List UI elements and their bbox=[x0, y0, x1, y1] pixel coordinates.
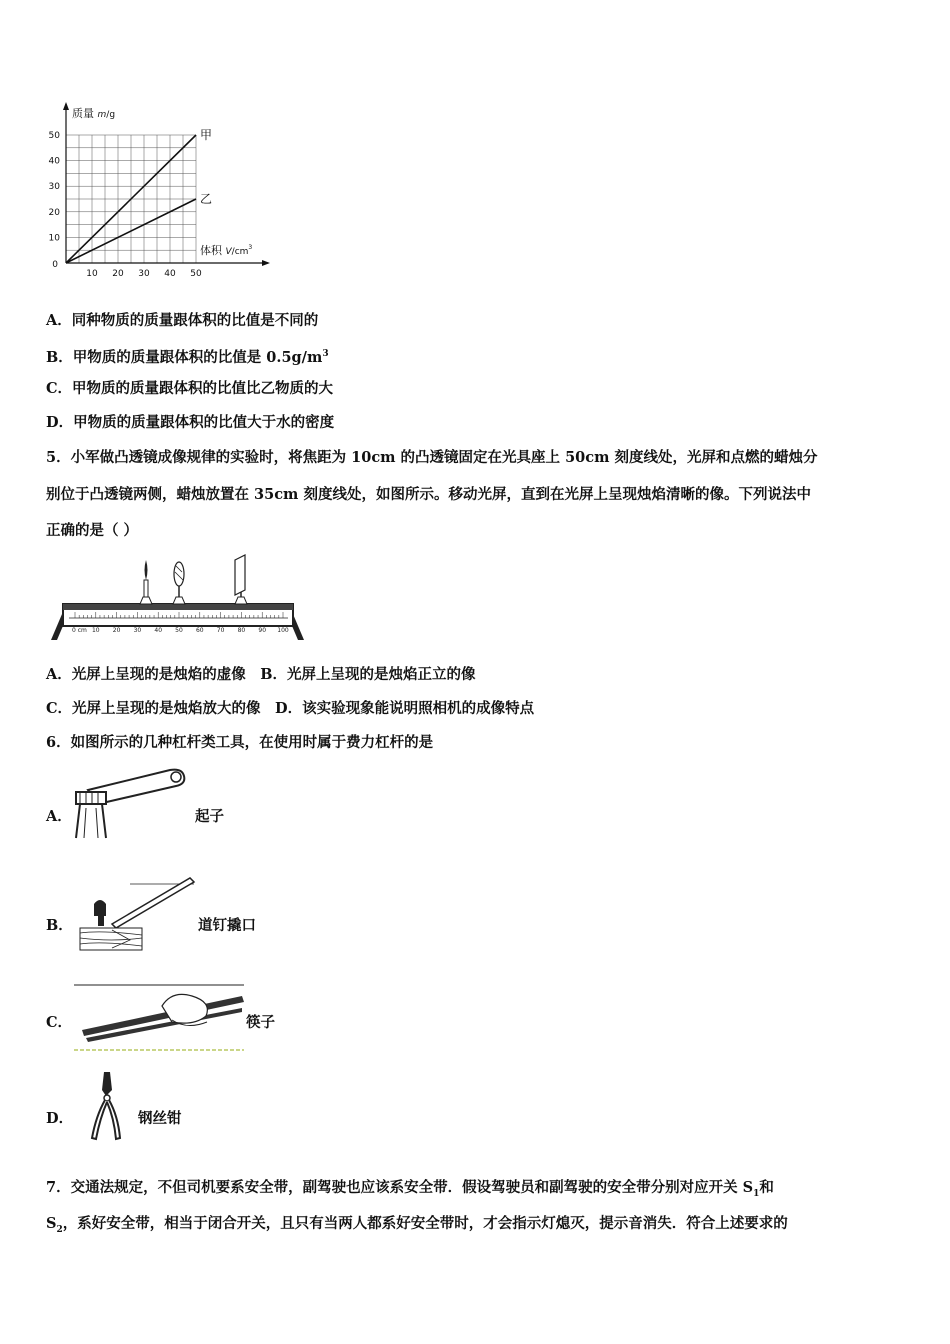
x-axis-title-unit: /cm bbox=[231, 247, 249, 257]
q5-options-ab[interactable]: A．光屏上呈现的是烛焰的虚像 B．光屏上呈现的是烛焰正立的像 bbox=[46, 666, 476, 683]
chart-axes bbox=[63, 102, 270, 266]
q7-line1-post: 和 bbox=[759, 1179, 774, 1196]
q4-option-a[interactable]: A．同种物质的质量跟体积的比值是不同的 bbox=[46, 312, 319, 329]
bench-unit-label: 0 cm bbox=[72, 627, 87, 634]
bench-tick-label: 100 bbox=[277, 627, 289, 634]
q6-option-b-letter[interactable]: B． bbox=[46, 917, 73, 934]
q4-option-b-text: B．甲物质的质量跟体积的比值是 0.5g/m bbox=[46, 348, 323, 366]
x-axis-title bbox=[200, 243, 252, 257]
q6-option-d-letter[interactable]: D． bbox=[46, 1110, 74, 1127]
bench-tick-label: 60 bbox=[195, 627, 204, 634]
bench-scale-labels bbox=[92, 627, 289, 634]
bench-tick-label: 30 bbox=[133, 627, 142, 634]
q4-option-b-sup: 3 bbox=[322, 349, 329, 359]
x-axis-arrow bbox=[262, 260, 270, 266]
x-axis-title-sup: 3 bbox=[248, 244, 253, 251]
origin-label: 0 bbox=[52, 260, 58, 270]
y-axis-title bbox=[72, 106, 115, 120]
optical-bench-figure bbox=[45, 552, 310, 647]
bench-tick-label: 20 bbox=[112, 627, 121, 634]
bottle-opener-image bbox=[70, 762, 190, 842]
q7-line1-text: 7．交通法规定，不但司机要系安全带，副驾驶也应该系安全带．假设驾驶员和副驾驶的安全带分别对应开关 S bbox=[46, 1179, 754, 1196]
q7-line1-sub: 1 bbox=[753, 1188, 760, 1199]
q4-option-c[interactable]: C．甲物质的质量跟体积的比值比乙物质的大 bbox=[46, 380, 334, 397]
x-tick-label: 20 bbox=[112, 269, 124, 279]
x-tick-label: 40 bbox=[164, 269, 176, 279]
y-axis-title-text: 质量 bbox=[72, 107, 98, 120]
x-tick-label: 50 bbox=[190, 269, 202, 279]
series-label-1: 甲 bbox=[200, 128, 213, 142]
q7-stem-line2 bbox=[46, 1214, 788, 1240]
y-tick-label: 10 bbox=[48, 233, 60, 244]
x-tick-label: 10 bbox=[86, 269, 98, 279]
q5-stem-line3: 正确的是（ ） bbox=[46, 522, 139, 539]
bench-tick-label: 90 bbox=[258, 627, 267, 634]
x-axis-title-text: 体积 bbox=[200, 244, 226, 257]
q7-line2-s: S bbox=[46, 1215, 57, 1232]
q6-option-c-letter[interactable]: C． bbox=[46, 1014, 73, 1031]
track-spike-lever-image bbox=[72, 872, 197, 957]
q6-option-d-name[interactable]: 钢丝钳 bbox=[138, 1110, 182, 1127]
series-label-2: 乙 bbox=[200, 192, 213, 206]
y-tick-label: 40 bbox=[48, 156, 60, 167]
q6-stem: 6．如图所示的几种杠杆类工具，在使用时属于费力杠杆的是 bbox=[46, 734, 434, 751]
q6-option-b-name[interactable]: 道钉撬口 bbox=[198, 917, 256, 934]
y-tick-label: 20 bbox=[48, 207, 60, 218]
q7-line2-sub: 2 bbox=[56, 1224, 63, 1235]
q4-option-d[interactable]: D．甲物质的质量跟体积的比值大于水的密度 bbox=[46, 414, 335, 431]
q7-line2-text: ，系好安全带，相当于闭合开关，且只有当两人都系好安全带时，才会指示灯熄灭，提示音消失．符合上述要求的 bbox=[62, 1215, 788, 1232]
q6-option-a-name[interactable]: 起子 bbox=[195, 808, 224, 825]
bench-tick-label: 40 bbox=[154, 627, 163, 634]
q5-options-cd[interactable]: C．光屏上呈现的是烛焰放大的像 D．该实验现象能说明照相机的成像特点 bbox=[46, 700, 535, 717]
mass-volume-chart bbox=[40, 100, 275, 285]
light-screen bbox=[235, 555, 247, 604]
bench-tick-label: 50 bbox=[175, 627, 183, 634]
q6-option-a-letter[interactable]: A． bbox=[46, 808, 72, 825]
bench-tick-label: 10 bbox=[91, 627, 100, 634]
y-axis-title-unit: /g bbox=[106, 110, 116, 120]
convex-lens bbox=[173, 562, 185, 604]
q7-stem-line1 bbox=[46, 1178, 774, 1204]
x-axis-title-var: V bbox=[225, 247, 232, 257]
y-tick-label: 50 bbox=[48, 131, 60, 141]
x-tick-label: 30 bbox=[138, 269, 150, 279]
y-axis-arrow bbox=[63, 102, 69, 110]
q5-stem-line1: 5．小军做凸透镜成像规律的实验时，将焦距为 10cm 的凸透镜固定在光具座上 50cm 刻度线处，光屏和点燃的蜡烛分 bbox=[46, 449, 818, 466]
q6-option-c-name[interactable]: 筷子 bbox=[246, 1014, 275, 1031]
bench-tick-label: 70 bbox=[216, 627, 225, 634]
chopsticks-image bbox=[72, 980, 247, 1055]
candle bbox=[140, 560, 152, 604]
y-axis-title-var: m bbox=[97, 110, 107, 120]
y-tick-label: 30 bbox=[48, 182, 60, 193]
bench-tick-label: 80 bbox=[237, 627, 246, 634]
wire-pliers-image bbox=[84, 1068, 129, 1143]
q5-stem-line2: 别位于凸透镜两侧，蜡烛放置在 35cm 刻度线处，如图所示。移动光屏，直到在光屏上呈现烛焰清晰的像。下列说法中 bbox=[46, 486, 811, 503]
q4-option-b[interactable] bbox=[46, 344, 329, 368]
